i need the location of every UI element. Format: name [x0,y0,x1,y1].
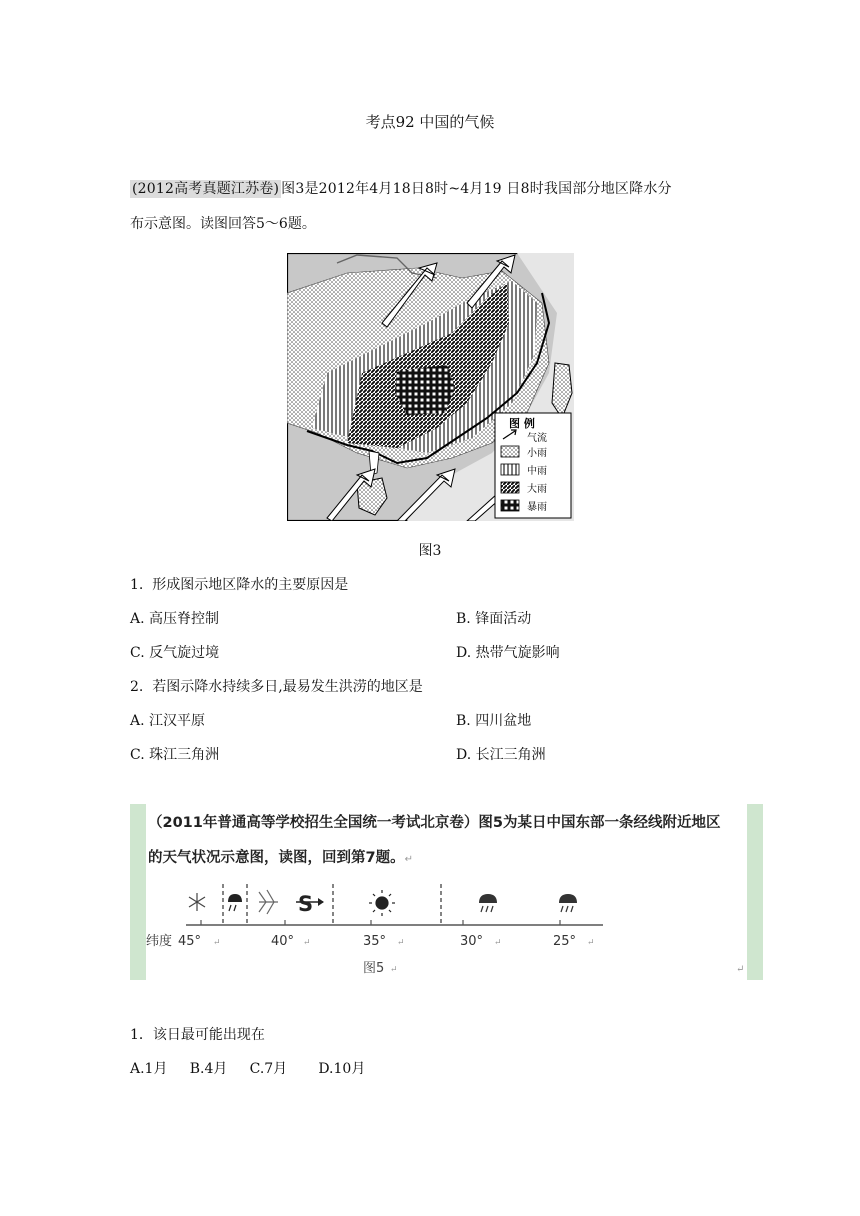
q1-option-a: A. 高压脊控制 [130,611,220,627]
figure5-header-line1: （2011年普通高等学校招生全国统一考试北京卷）图5为某日中国东部一条经线附近地区 [148,815,721,831]
figure5-image [146,804,747,980]
return-mark-header: ↵ [404,854,413,865]
question-1-text: 形成图示地区降水的主要原因是 [152,577,349,593]
page-title: 考点92 中国的气候 [365,113,495,131]
q2-option-d: D. 长江三角洲 [456,747,546,763]
tick-35: 35° [363,934,387,949]
svg-text:↵: ↵ [397,938,405,948]
svg-text:S: S [298,892,314,916]
figure5-panel [130,804,763,980]
figure5-caption: 图5 [363,961,385,976]
sunny-icon [369,890,395,916]
q1-option-c: C. 反气旋过境 [130,645,220,661]
legend-title: 图 例 [509,417,535,430]
q2-option-b: B. 四川盆地 [456,713,532,729]
svg-text:↵: ↵ [213,938,221,948]
tick-40: 40° [271,934,295,949]
intro-line-2: 布示意图。读图回答5～6题。 [130,216,316,232]
question-1-number: 1. [130,577,144,593]
figure3-caption: 图3 [418,543,442,559]
question-3-options: A.1月 B.4月 C.7月 D.10月 [130,1061,366,1077]
legend-moderate-rain-label: 中雨 [527,466,547,477]
sandstorm-icon [296,892,324,916]
snow-icon [189,893,205,911]
question-1 [130,574,348,594]
svg-text:↵: ↵ [390,965,398,975]
rain-cloud-icon-2 [479,894,497,912]
legend-light-rain-label: 小雨 [527,448,547,459]
rain-cloud-icon-3 [559,894,577,912]
wind-icon [259,890,278,914]
tick-45: 45° [178,934,202,949]
question-3: 1．该日最可能出现在 [130,1027,265,1043]
weather-profile-diagram [146,874,747,980]
figure5-header-line2: 的天气状况示意图，读图，回到第7题。 [148,850,405,866]
intro-text: 图3是2012年4月18日8时~4月19 日8时我国部分地区降水分 [281,181,672,197]
figure5-header-line2-wrap [148,846,413,867]
axis-label: 纬度 [146,934,173,949]
rain-cloud-icon-1 [228,894,242,911]
svg-text:↵: ↵ [587,938,595,948]
precipitation-map [287,253,574,521]
svg-text:↵: ↵ [494,938,502,948]
legend-airflow-label: 气流 [527,433,547,444]
svg-text:↵: ↵ [303,938,311,948]
legend-rainstorm-label: 暴雨 [527,502,547,513]
question-2-number: 2. [130,679,144,695]
question-2 [130,676,423,696]
legend-heavy-rain-label: 大雨 [527,484,547,495]
q2-option-c: C. 珠江三角洲 [130,747,220,763]
q2-option-a: A. 江汉平原 [130,713,206,729]
q1-option-d: D. 热带气旋影响 [456,645,560,661]
source-tag: (2012高考真题江苏卷) [132,181,280,197]
tick-25: 25° [553,934,577,949]
intro-line-1 [130,178,672,198]
question-2-text: 若图示降水持续多日,最易发生洪涝的地区是 [152,679,423,695]
return-mark-corner: ↵ [736,964,745,975]
tick-30: 30° [460,934,484,949]
q1-option-b: B. 锋面活动 [456,611,532,627]
